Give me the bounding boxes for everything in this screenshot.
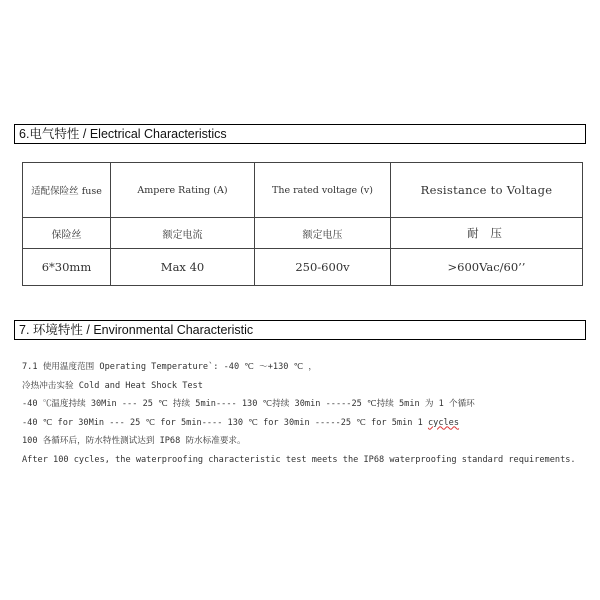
- subheader-cell-fuse: 保险丝: [23, 218, 111, 249]
- electrical-characteristics-table: [22, 162, 583, 286]
- value-cell-resistance: >600Vac/60’’: [391, 249, 583, 286]
- header-cell-voltage: The rated voltage (v): [255, 163, 391, 218]
- text-line-cycle-en: [22, 414, 592, 433]
- table-row: [23, 249, 583, 286]
- section-header-environmental: [14, 320, 586, 340]
- subheader-cell-resistance: 耐 压: [391, 218, 583, 249]
- cycle-en-text: -40 ℃ for 30Min --- 25 ℃ for 5min---- 130 ℃ for 30min -----25 ℃ for 5min 1: [22, 417, 423, 428]
- table-header-row: [23, 163, 583, 218]
- subheader-cell-voltage: 额定电压: [255, 218, 391, 249]
- section-header-electrical: [14, 124, 586, 144]
- text-line-cycle-cn: -40 ℃温度持续 30Min --- 25 ℃ 持续 5min---- 130 ℃持续 30min -----25 ℃持续 5min 为 1 个循环: [22, 399, 475, 409]
- header-cell-resistance: Resistance to Voltage: [391, 163, 583, 218]
- spellcheck-underlined-word: cycles: [427, 417, 460, 428]
- value-cell-ampere: Max 40: [111, 249, 255, 286]
- text-line-result-en: After 100 cycles, the waterproofing characteristic test meets the IP68 waterproofing standard requirements.: [22, 454, 576, 465]
- header-cell-fuse: 适配保险丝 fuse: [23, 163, 111, 218]
- text-line-result-cn: 100 各循环后，防水特性测试达到 IP68 防水标准要求。: [22, 436, 246, 446]
- header-cell-ampere: Ampere Rating (A): [111, 163, 255, 218]
- value-cell-voltage: 250-600v: [255, 249, 391, 286]
- section-title: 7. 环境特性 / Environmental Characteristic: [19, 323, 254, 337]
- text-line-operating-temperature: 7.1 使用温度范围 Operating Temperature`: -40 ℃ ～+130 ℃ ，: [22, 362, 318, 372]
- value-cell-fuse: 6*30mm: [23, 249, 111, 286]
- section-title: 6.电气特性 / Electrical Characteristics: [19, 127, 227, 141]
- table-subheader-row: [23, 218, 583, 249]
- environmental-text-block: [22, 358, 592, 469]
- subheader-cell-ampere: 额定电流: [111, 218, 255, 249]
- text-line-shock-test-title: 冷热冲击实验 Cold and Heat Shock Test: [22, 380, 203, 391]
